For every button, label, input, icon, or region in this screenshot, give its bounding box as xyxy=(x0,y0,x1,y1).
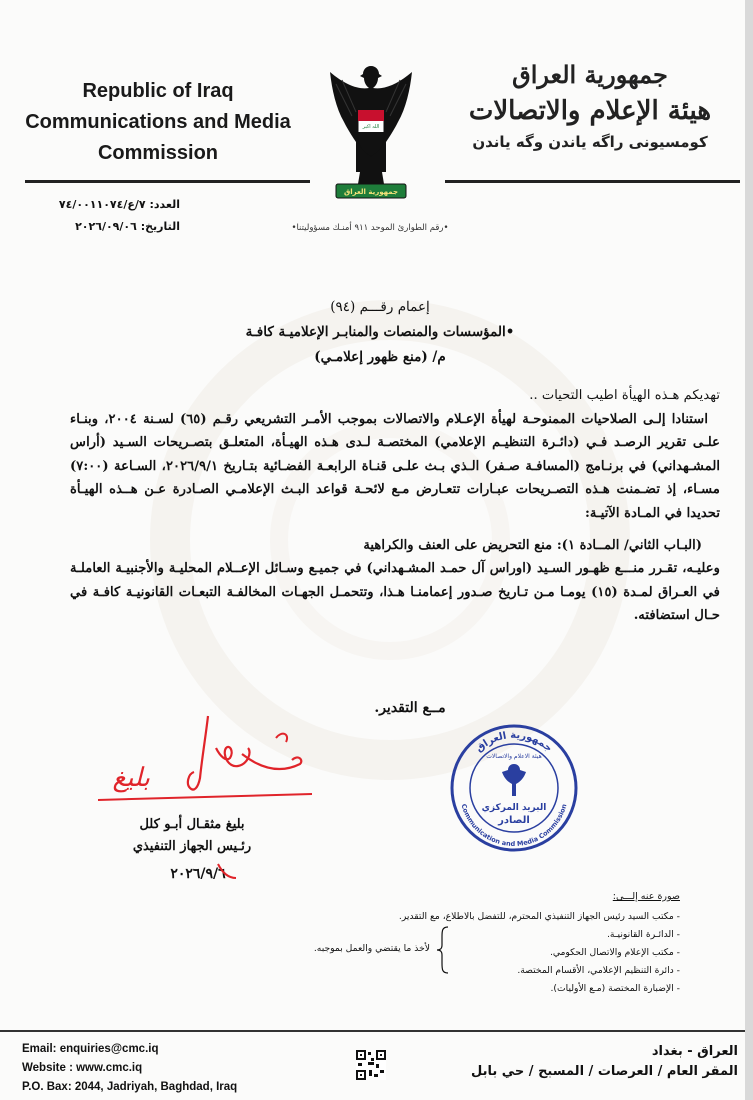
header-en-line1: Republic of Iraq xyxy=(82,80,234,102)
body-paragraph-1: استنادا إلـى الصلاحيات الممنوحـة لهيأة الإعـلام والاتصالات بموجب الأمـر التشريعي رقـم (٦٥) لسـنة ٢٠٠٤، وبنـاء علـى تقرير الرصـد فـي (دائـرة التنظيـم الإعلامي) المختصـة لـدى هـذه الهيـأة، المتعلـق بتصـريحات السـيد (أراس المشـهداني) في برنـامج (المسافـة صـفر) الـذي بـث علـى قنـاة الرابعـة الفضـائية بتـاريخ ٢٠٢٦/٩/١، السـاعة (٧:٠٠) مسـاء، إذ تضـمنت هـذه التصـريحات عبـارات تتعـارض مـع لائحـة قواعد البـث الإعلامـي الصـادرة عـن هــذه الهيـأة تحديدا في المـادة الآتيـة: xyxy=(70,411,720,521)
copies-heading: صورة عنه إلـــى: xyxy=(612,891,680,902)
stamp-mid-text: هيئة الاعلام والاتصالات xyxy=(486,753,542,760)
copies-brace-note: لأخذ ما يقتضي والعمل بموجبه. xyxy=(313,943,430,954)
copies-item: - الإضبارة المختصة (مـع الأوليات). xyxy=(550,983,680,994)
signatory-block xyxy=(92,814,292,858)
reference-date-value: ٢٠٢٦/٠٩/٠٦ xyxy=(75,220,137,233)
stamp-bottom-text: Communication and Media Commission xyxy=(459,802,569,849)
signature-text: بليغ xyxy=(112,763,150,793)
reference-number xyxy=(40,194,180,216)
emblem-flag-text: الله اكبر xyxy=(362,124,380,130)
copies-item: - الدائـرة القانونيـة. xyxy=(607,929,680,940)
signatory-name: بليغ مثقـال أبـو كلل xyxy=(139,817,245,832)
stamp-center-line2: الصادر xyxy=(498,815,530,826)
circular-addressee: •المؤسسات والمنصات والمنابـر الإعلاميـة كافـة xyxy=(245,324,515,340)
qr-code-icon xyxy=(356,1050,386,1080)
header-rule-left xyxy=(25,180,310,183)
circular-number: إعمام رقـــم (٩٤) xyxy=(330,299,430,315)
quoted-article: (البـاب الثاني/ المــادة ١): منع التحريض على العنف والكراهية xyxy=(363,537,702,553)
greeting: تهديكم هـذه الهيأة اطيب التحيات .. xyxy=(529,388,720,403)
header-ar-line1: جمهورية العراق xyxy=(512,60,668,89)
reference-number-value: ٧/ع/٧٤/٠٠١١٠٧٤ xyxy=(58,198,146,211)
footer-rule xyxy=(0,1030,745,1032)
header-arabic xyxy=(440,58,740,154)
copies-item: - دائرة التنظيم الإعلامي، الأقسام المختصة. xyxy=(517,965,680,976)
header-en-line3: Commission xyxy=(97,142,219,164)
letter-body xyxy=(70,384,720,628)
reference-number-label: العدد: xyxy=(149,198,180,211)
handwritten-date xyxy=(148,858,248,886)
stamp-center-line1: البريد المركزي xyxy=(481,803,547,813)
stamp-top-text: جمهورية العراق xyxy=(473,729,555,755)
official-stamp xyxy=(448,722,580,854)
footer-website: Website : www.cmc.iq xyxy=(22,1062,143,1074)
handwritten-signature xyxy=(90,708,320,808)
footer-ar-line2: المقر العام / العرصات / المسبح / حي بابل xyxy=(470,1064,738,1079)
header-en-line2: Communications and Media xyxy=(25,111,291,133)
body-paragraph-2: وعليـه، تقـرر منـــع ظهـور السـيد (اوراس آل حمـد المشـهداني) في جميـع وسـائل الإعــلام المحليـة والأجنبيـة العاملـة في العـراق لمـدة (١٥) يومـا مـن تـاريخ صـدور إعمامنـا هـذا، وتتحمـل الجهـات المخالفـة التبعـات القانونيـة كافـة في حـال استضافته. xyxy=(70,561,720,624)
header-ar-line2: هيئة الإعلام والاتصالات xyxy=(468,96,712,126)
brace-icon xyxy=(436,925,450,975)
copies-item: - مكتب السيد رئيس الجهاز التنفيذي المحترم، للتفضل بالاطلاع، مع التقدير. xyxy=(398,911,680,922)
footer-ar-line1: العراق - بغداد xyxy=(651,1044,738,1059)
footer-arabic xyxy=(470,1042,738,1082)
footer-pobox: P.O. Bax: 2044, Jadriyah, Baghdad, Iraq xyxy=(22,1081,238,1093)
header-english xyxy=(12,76,304,169)
reference-date-label: التاريخ: xyxy=(140,220,180,233)
footer-english xyxy=(22,1040,322,1097)
circular-title xyxy=(150,295,610,370)
footer-email: Email: enquiries@cmc.iq xyxy=(22,1043,159,1055)
circular-subject: م/ (منع ظهور إعلامـي) xyxy=(314,349,446,365)
regards-text: مــع التقدير. xyxy=(374,700,446,716)
header-rule-right xyxy=(445,180,740,183)
page-edge xyxy=(745,0,753,1100)
emblem-banner-text: جمهورية العراق xyxy=(343,188,399,196)
reference-block xyxy=(40,194,180,238)
hotline-text: •رقم الطوارئ الموحد ٩١١ أمنـك مسؤوليتنا• xyxy=(291,223,449,233)
header-kurdish-line: كومسيونى راگه ياندن وگه ياندن xyxy=(472,133,708,151)
reference-date xyxy=(40,216,180,238)
handwritten-date-text: ٢٠٢٦/٩/٦ xyxy=(170,866,226,882)
eagle-emblem-icon xyxy=(322,60,420,202)
signatory-title: رئـيس الجهاز التنفيذي xyxy=(132,839,252,854)
copies-item: - مكتب الإعلام والاتصال الحكومي. xyxy=(549,947,680,958)
